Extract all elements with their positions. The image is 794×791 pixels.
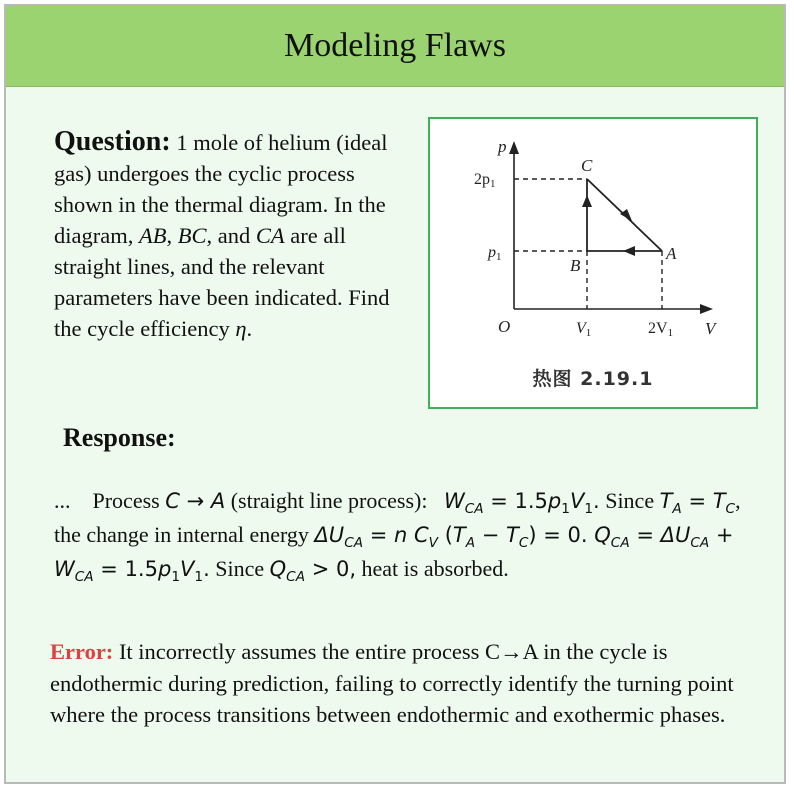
response-text: , the change in internal energy bbox=[54, 488, 741, 547]
math-q-positive: $Q_{CA} > 0$, bbox=[269, 557, 357, 586]
tick-v1: V1 bbox=[576, 320, 592, 339]
error-text: It incorrectly assumes the entire process C→A in the cycle is endothermic during prediction, failing to correctly identify the turning point where the process transitions between endothermic and exothermic phases. bbox=[50, 639, 734, 727]
segment-bc: BC bbox=[177, 223, 207, 248]
response-text: heat is absorbed. bbox=[356, 556, 509, 581]
arrow-diag-icon bbox=[620, 209, 632, 221]
ellipsis: ... bbox=[54, 488, 71, 513]
response-body bbox=[54, 484, 764, 586]
response-text: Process bbox=[92, 488, 166, 513]
header-bar bbox=[6, 6, 784, 87]
separator: , and bbox=[206, 223, 256, 248]
point-c-label: C bbox=[581, 156, 593, 175]
v-axis-arrow-icon bbox=[700, 304, 713, 314]
origin-label: O bbox=[498, 317, 511, 336]
tick-p1: p1 bbox=[488, 244, 502, 263]
question-mid: are all straight lines, and the relevant parameters have been indicated. Find the cycle efficiency bbox=[54, 223, 390, 341]
separator: , bbox=[166, 223, 178, 248]
period: . bbox=[246, 316, 253, 341]
error-label: Error: bbox=[50, 639, 114, 664]
pv-diagram bbox=[428, 117, 758, 409]
segment-ca: CA bbox=[255, 223, 285, 248]
segment-ab: AB bbox=[138, 223, 167, 248]
question-text bbox=[54, 126, 399, 344]
response-text: Since bbox=[599, 488, 660, 513]
math-delta-u: $\Delta U_{CA} = n$ $C_V$ $(T_A - T_C) = 0$. $Q_{CA} = \Delta U_{CA} + W_{CA} = 1.5p_1V_1$. bbox=[54, 523, 734, 586]
math-c-to-a: C → A bbox=[165, 489, 226, 513]
arrow-left-icon bbox=[623, 246, 635, 256]
math-w-ca: $W_{CA} = 1.5p_1V_1$. bbox=[443, 489, 600, 518]
math-ta-tc: $T_A = T_C$ bbox=[659, 489, 736, 518]
point-a-label: A bbox=[666, 244, 677, 263]
diagram-caption: 热图 2.19.1 bbox=[532, 368, 654, 390]
response-text: Since bbox=[209, 556, 270, 581]
axis-v-label: V bbox=[705, 319, 716, 338]
tick-2p1: 2p1 bbox=[474, 171, 496, 190]
eta-symbol: η bbox=[235, 316, 247, 341]
p-axis-arrow-icon bbox=[509, 141, 519, 154]
tick-2v1: 2V1 bbox=[648, 320, 674, 339]
question-intro: 1 mole of helium (ideal gas) undergoes the cyclic process shown in the thermal diagram. In the diagram, bbox=[54, 130, 388, 248]
question-label: Question: bbox=[54, 126, 171, 157]
response-heading: Response: bbox=[63, 423, 176, 452]
point-b-label: B bbox=[570, 256, 581, 275]
axis-p-label: p bbox=[498, 137, 507, 156]
card-frame bbox=[4, 4, 786, 784]
response-text: (straight line process): bbox=[225, 488, 433, 513]
header-title: Modeling Flaws bbox=[284, 27, 506, 64]
arrow-up-icon bbox=[582, 195, 592, 207]
error-note bbox=[50, 636, 762, 731]
